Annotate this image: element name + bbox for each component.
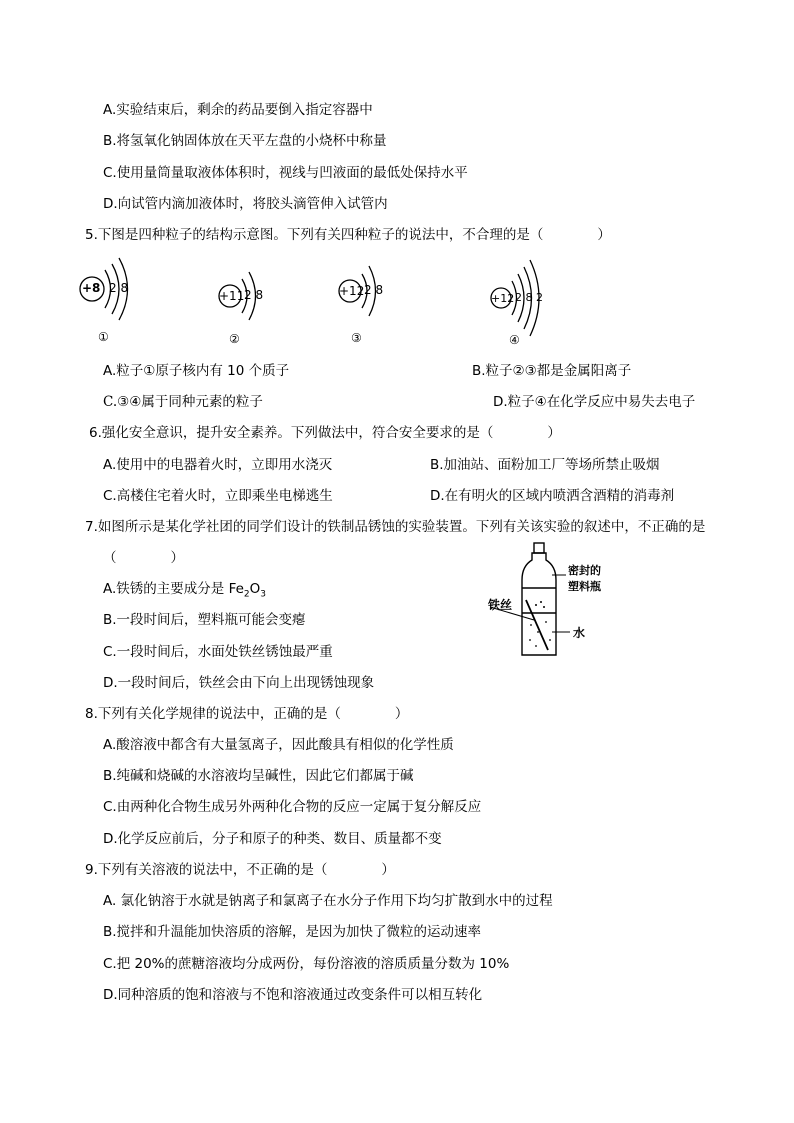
q9-option-a: A. 氯化钠溶于水就是钠离子和氯离子在水分子作用下均匀扩散到水中的过程 [103, 893, 553, 909]
q5-stem: 5.下图是四种粒子的结构示意图。下列有关四种粒子的说法中，不合理的是（ ） [85, 227, 611, 243]
q6-option-a: A.使用中的电器着火时，立即用水浇灭 [103, 457, 333, 473]
particle-4-label: ④ [509, 333, 520, 347]
q6-stem: 6.强化安全意识，提升安全素养。下列做法中，符合安全要求的是（ ） [89, 425, 561, 441]
q9-stem: 9.下列有关溶液的说法中，不正确的是（ ） [85, 862, 395, 878]
q7-option-b: B.一段时间后，塑料瓶可能会变瘪 [103, 612, 306, 628]
q6-option-c: C.高楼住宅着火时，立即乘坐电梯逃生 [103, 488, 333, 504]
particle-3-label: ③ [351, 331, 362, 345]
q8-stem: 8.下列有关化学规律的说法中，正确的是（ ） [85, 706, 409, 722]
q8-option-b: B.纯碱和烧碱的水溶液均呈碱性，因此它们都属于碱 [103, 768, 414, 784]
figure-label-bottle-2: 塑料瓶 [568, 580, 601, 593]
particle-3-nucleus-label: +12 [339, 284, 365, 298]
q6-option-b: B.加油站、面粉加工厂等场所禁止吸烟 [430, 457, 660, 473]
q9-option-c: C.把 20%的蔗糖溶液均分成两份，每份溶液的溶质质量分数为 10% [103, 956, 510, 972]
bottle-cap [534, 543, 544, 553]
q6-option-d: D.在有明火的区域内喷洒含酒精的消毒剂 [430, 488, 675, 504]
q8-option-d: D.化学反应前后，分子和原子的种类、数目、质量都不变 [103, 831, 442, 847]
particle-4-electrons: 2 8 2 [515, 291, 543, 304]
q8-option-a: A.酸溶液中都含有大量氢离子，因此酸具有相似的化学性质 [103, 737, 454, 753]
particle-1-electrons: 2 8 [109, 281, 129, 295]
q4-option-c: C.使用量筒量取液体体积时，视线与凹液面的最低处保持水平 [103, 165, 468, 181]
figure-label-bottle-1: 密封的 [568, 564, 601, 577]
q8-option-c: C.由两种化合物生成另外两种化合物的反应一定属于复分解反应 [103, 799, 482, 815]
q4-option-a: A.实验结束后，剩余的药品要倒入指定容器中 [103, 102, 373, 118]
figure-label-wire: 铁丝 [488, 598, 513, 612]
particle-diagrams [0, 250, 794, 350]
particle-1-nucleus-label: +8 [82, 281, 101, 295]
particle-2-electrons: 2 8 [244, 288, 264, 302]
q5-option-c: C.③④属于同种元素的粒子 [103, 394, 263, 410]
q5-option-b: B.粒子②③都是金属阳离子 [472, 363, 632, 379]
q4-option-b: B.将氢氧化钠固体放在天平左盘的小烧杯中称量 [103, 133, 387, 149]
q7-blank: （ ） [103, 550, 184, 566]
q9-option-b: B.搅拌和升温能加快溶质的溶解，是因为加快了微粒的运动速率 [103, 924, 482, 940]
particle-4-nucleus-label: +12 [491, 292, 515, 305]
figure-label-water: 水 [573, 626, 586, 640]
q4-option-d: D.向试管内滴加液体时，将胶头滴管伸入试管内 [103, 196, 388, 212]
q5-option-a: A.粒子①原子核内有 10 个质子 [103, 363, 290, 379]
particle-2-nucleus-label: +11 [219, 289, 245, 303]
particle-2-label: ② [229, 332, 240, 346]
q7-option-c: C.一段时间后，水面处铁丝锈蚀最严重 [103, 644, 333, 660]
particle-3-electrons: 2 8 [364, 283, 384, 297]
q7-stem: 7.如图所示是某化学社团的同学们设计的铁制品锈蚀的实验装置。下列有关该实验的叙述中，不正确的是 [85, 519, 706, 535]
particle-1-label: ① [98, 330, 109, 344]
q7-option-a: A.铁锈的主要成分是 $Fe_2O_3$ [103, 581, 267, 600]
q5-option-d: D.粒子④在化学反应中易失去电子 [493, 394, 696, 410]
q7-option-d: D.一段时间后，铁丝会由下向上出现锈蚀现象 [103, 675, 375, 691]
q9-option-d: D.同种溶质的饱和溶液与不饱和溶液通过改变条件可以相互转化 [103, 987, 483, 1003]
